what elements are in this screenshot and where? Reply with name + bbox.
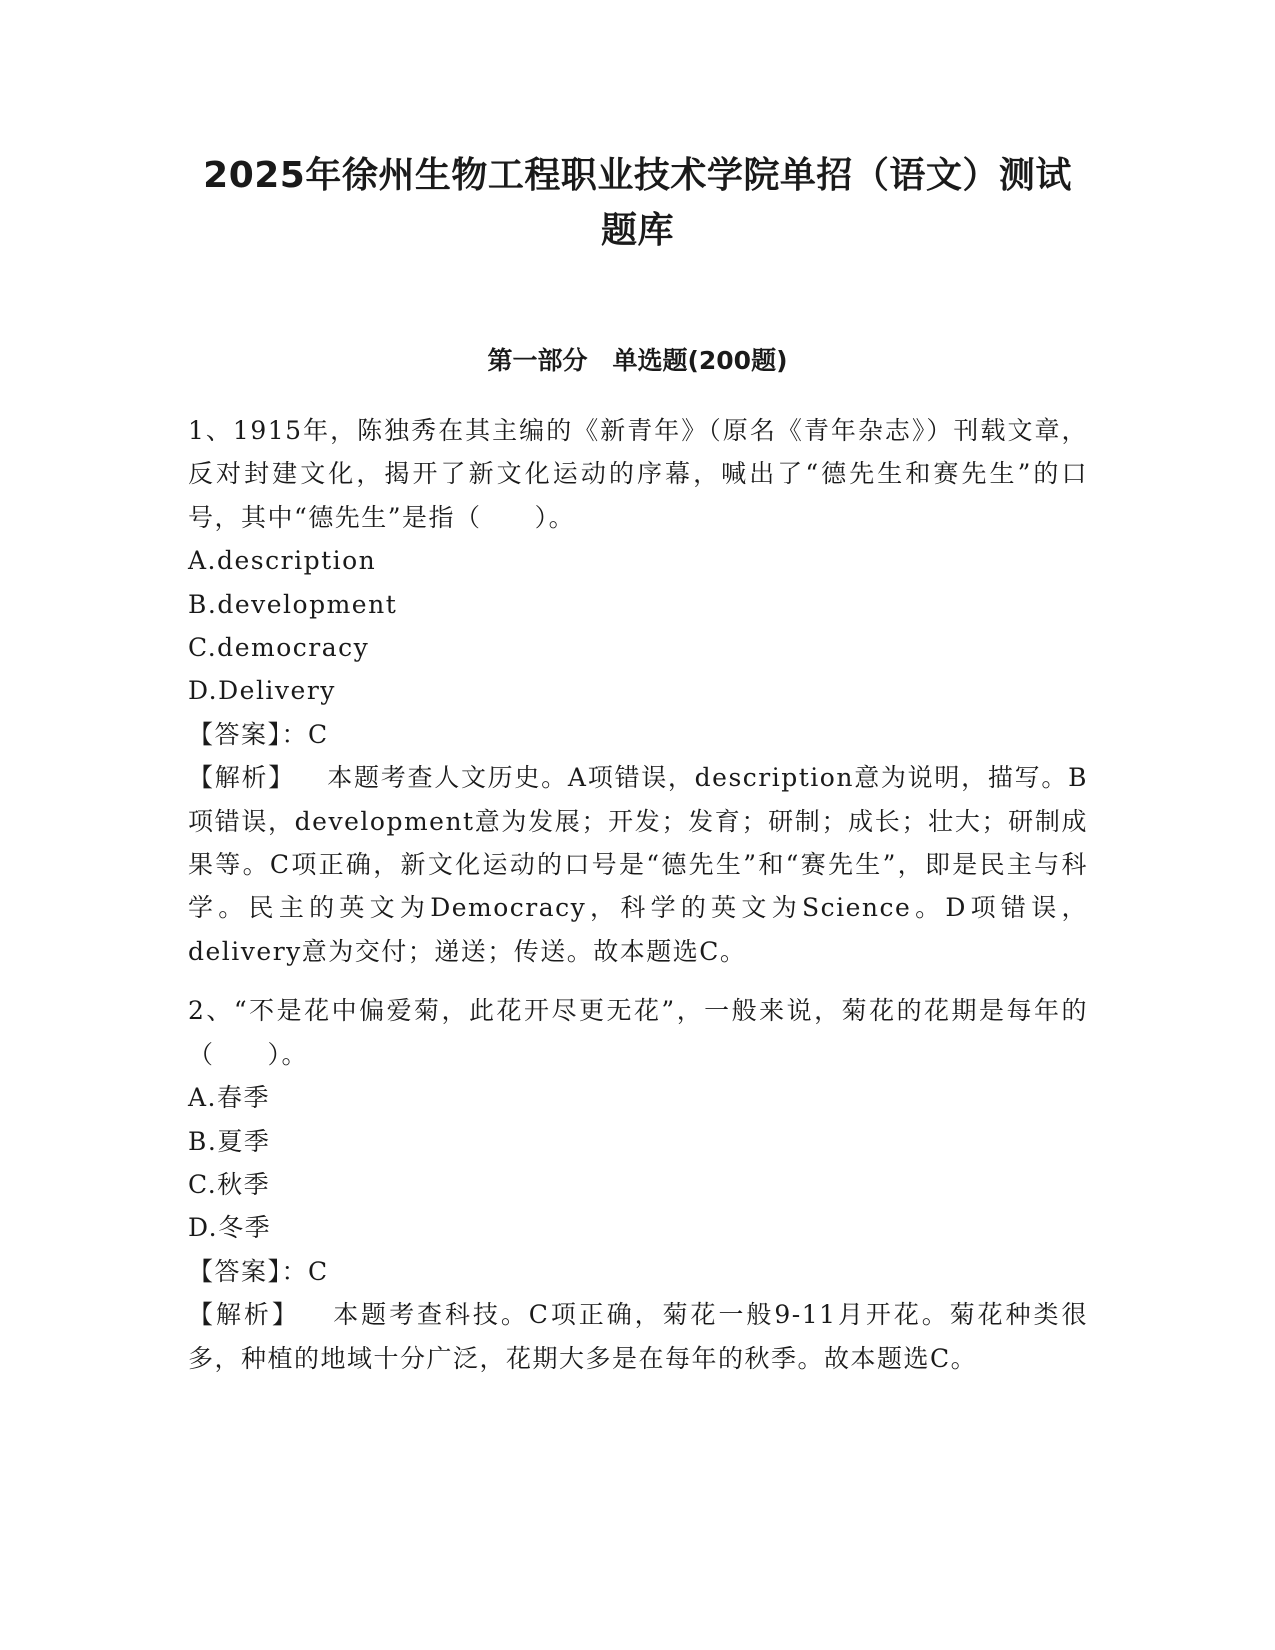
option-a: A.春季 — [188, 1083, 271, 1113]
answer-label: 【答案】： — [188, 719, 309, 749]
analysis-label: 【解析】 — [188, 1300, 300, 1330]
analysis-text: 本题考查科技。C项正确，菊花一般9-11月开花。菊花种类很多，种植的地域十分广泛，花期大多是在每年的秋季。故本题选C。 — [188, 1300, 1088, 1373]
answer-line — [188, 713, 1088, 756]
option-b: B.夏季 — [188, 1126, 271, 1156]
option-b: B.development — [188, 589, 398, 619]
option-c: C.秋季 — [188, 1169, 271, 1199]
answer-value: C — [308, 1256, 329, 1286]
title-line-1: 2025年徐州生物工程职业技术学院单招（语文）测试 — [203, 155, 1072, 196]
analysis-text: 本题考查人文历史。A项错误，description意为说明，描写。B项错误，development意为发展；开发；发育；研制；成长；壮大；研制成果等。C项正确，新文化运动的口号是“德先生”和“赛先生”，即是民主与科学。民主的英文为Democracy，科学的英文为Science。D项错误，delivery意为交付；递送；传送。故本题选C。 — [188, 763, 1088, 966]
document-title — [160, 148, 1115, 258]
question-list — [188, 409, 1088, 1396]
answer-label: 【答案】： — [188, 1256, 309, 1286]
title-line-2: 题库 — [600, 210, 674, 251]
question-2 — [188, 989, 1088, 1380]
analysis-label: 【解析】 — [188, 763, 295, 793]
section-title: 第一部分 单选题(200题) — [487, 346, 788, 375]
option-d: D.冬季 — [188, 1213, 272, 1243]
option-a: A.description — [188, 546, 377, 576]
question-1 — [188, 409, 1088, 973]
question-stem: 2、“不是花中偏爱菊，此花开尽更无花”，一般来说，菊花的花期是每年的（ ）。 — [188, 996, 1088, 1069]
analysis-paragraph — [188, 756, 1088, 973]
option-c: C.democracy — [188, 633, 370, 663]
analysis-paragraph — [188, 1293, 1088, 1380]
question-stem: 1、1915年，陈独秀在其主编的《新青年》（原名《青年杂志》）刊载文章，反对封建文化，揭开了新文化运动的序幕，喊出了“德先生和赛先生”的口号，其中“德先生”是指（ ）。 — [188, 416, 1088, 532]
option-d: D.Delivery — [188, 676, 336, 706]
answer-value: C — [308, 719, 329, 749]
answer-line — [188, 1250, 1088, 1293]
